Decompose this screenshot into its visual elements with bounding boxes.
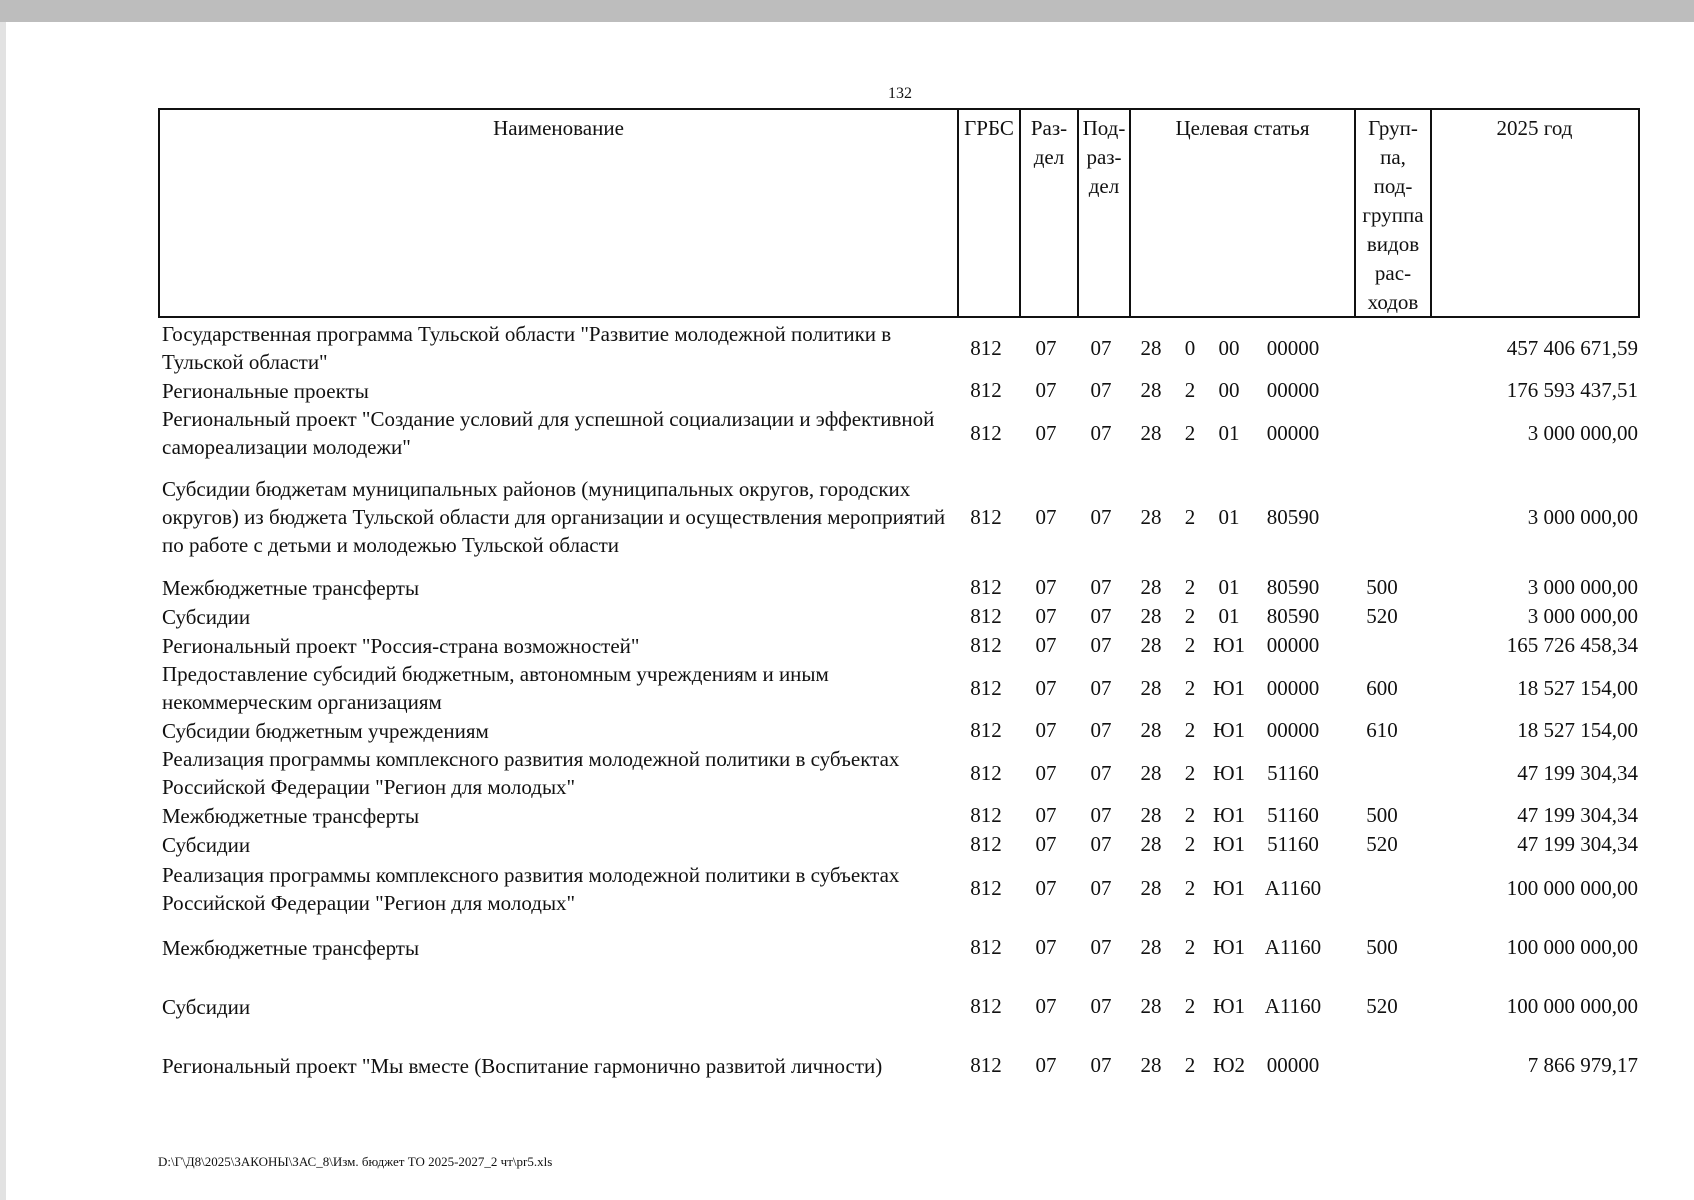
row-target-program: 28 [1140, 335, 1162, 360]
header-year-2025: 2025 год [1430, 110, 1637, 316]
page-number: 132 [888, 85, 912, 102]
row-target-direction: 00000 [1266, 633, 1320, 657]
row-target-type: 2 [1184, 876, 1196, 900]
row-grbs: 812 [970, 335, 1002, 360]
row-grbs: 812 [970, 504, 1002, 529]
row-target-structure: Ю1 [1212, 760, 1246, 785]
row-podrazdel: 07 [1090, 420, 1112, 445]
row-target-program: 28 [1140, 420, 1162, 445]
row-name: Реализация программы комплексного развития молодежной политики в субъектах Российской Федерации "Регион для молодых" [162, 747, 900, 799]
row-podrazdel: 07 [1090, 504, 1112, 529]
row-grbs: 812 [970, 935, 1002, 959]
row-target-structure: 01 [1218, 575, 1240, 599]
row-target-structure: Ю1 [1212, 718, 1246, 742]
row-target-direction: 80590 [1266, 504, 1320, 529]
row-target-structure: 00 [1218, 335, 1240, 360]
row-target-type: 2 [1184, 832, 1196, 856]
row-grbs: 812 [970, 832, 1002, 856]
table-row [158, 461, 1640, 573]
row-expense-group: 500 [1366, 803, 1398, 827]
table-row [158, 977, 1640, 1036]
row-expense-group [1352, 745, 1412, 801]
row-razdel: 07 [1035, 1053, 1057, 1077]
row-target-program: 28 [1140, 378, 1162, 402]
row-grbs: 812 [970, 633, 1002, 657]
row-razdel: 07 [1035, 718, 1057, 742]
table-row [158, 320, 1640, 376]
row-expense-group: 500 [1366, 575, 1398, 599]
row-target-type: 2 [1184, 994, 1196, 1018]
row-podrazdel: 07 [1090, 994, 1112, 1018]
row-grbs: 812 [970, 420, 1002, 445]
row-target-type: 2 [1184, 803, 1196, 827]
row-grbs: 812 [970, 675, 1002, 700]
row-target-direction: 00000 [1266, 420, 1320, 445]
row-name: Региональный проект "Мы вместе (Воспитание гармонично развитой личности) [162, 1053, 883, 1078]
row-grbs: 812 [970, 876, 1002, 900]
header-expense-group: Груп- па, под- группа видов рас- ходов [1354, 110, 1430, 316]
row-grbs: 812 [970, 760, 1002, 785]
row-target-structure: Ю1 [1212, 994, 1246, 1018]
row-name: Субсидии [162, 994, 251, 1019]
row-podrazdel: 07 [1090, 935, 1112, 959]
table-header [158, 108, 1640, 318]
row-razdel: 07 [1035, 378, 1057, 402]
row-expense-group [1352, 405, 1412, 461]
row-expense-group: 500 [1366, 935, 1398, 959]
row-target-type: 2 [1184, 718, 1196, 742]
row-razdel: 07 [1035, 633, 1057, 657]
row-grbs: 812 [970, 575, 1002, 599]
row-target-program: 28 [1140, 760, 1162, 785]
row-amount: 3 000 000,00 [1527, 575, 1638, 599]
row-grbs: 812 [970, 1053, 1002, 1077]
row-target-program: 28 [1140, 1053, 1162, 1077]
row-expense-group: 520 [1366, 994, 1398, 1018]
row-target-type: 0 [1184, 335, 1196, 360]
row-target-program: 28 [1140, 803, 1162, 827]
row-podrazdel: 07 [1090, 803, 1112, 827]
row-expense-group [1352, 461, 1412, 573]
row-razdel: 07 [1035, 803, 1057, 827]
row-grbs: 812 [970, 994, 1002, 1018]
row-target-program: 28 [1140, 832, 1162, 856]
row-target-structure: Ю1 [1212, 633, 1246, 657]
row-podrazdel: 07 [1090, 876, 1112, 900]
row-podrazdel: 07 [1090, 633, 1112, 657]
table-row [158, 405, 1640, 461]
row-podrazdel: 07 [1090, 718, 1112, 742]
table-row [158, 745, 1640, 801]
row-target-program: 28 [1140, 876, 1162, 900]
scan-border-top [0, 0, 1694, 22]
row-podrazdel: 07 [1090, 604, 1112, 628]
row-amount: 18 527 154,00 [1517, 675, 1638, 700]
row-target-direction: 51160 [1267, 760, 1319, 785]
row-expense-group: 520 [1366, 832, 1398, 856]
row-razdel: 07 [1035, 994, 1057, 1018]
row-target-direction: 00000 [1266, 675, 1320, 700]
table-row [158, 602, 1640, 631]
row-amount: 47 199 304,34 [1517, 832, 1638, 856]
header-name: Наименование [493, 116, 624, 140]
row-target-direction: А1160 [1264, 994, 1322, 1018]
row-target-program: 28 [1140, 575, 1162, 599]
header-razdel: Раз- дел [1019, 110, 1077, 316]
row-podrazdel: 07 [1090, 675, 1112, 700]
row-expense-group [1352, 320, 1412, 376]
table-body [158, 320, 1640, 1095]
row-podrazdel: 07 [1090, 760, 1112, 785]
row-razdel: 07 [1035, 604, 1057, 628]
row-amount: 100 000 000,00 [1506, 994, 1638, 1018]
row-grbs: 812 [970, 604, 1002, 628]
row-target-direction: 51160 [1267, 832, 1319, 856]
row-expense-group: 610 [1366, 718, 1398, 742]
row-razdel: 07 [1035, 876, 1057, 900]
row-target-structure: Ю1 [1212, 803, 1246, 827]
row-amount: 176 593 437,51 [1506, 378, 1638, 402]
row-amount: 3 000 000,00 [1527, 420, 1638, 445]
table-row [158, 573, 1640, 602]
row-grbs: 812 [970, 803, 1002, 827]
row-target-direction: А1160 [1264, 935, 1322, 959]
row-expense-group: 600 [1366, 675, 1398, 700]
table-row [158, 859, 1640, 918]
row-podrazdel: 07 [1090, 1053, 1112, 1077]
row-expense-group: 520 [1366, 604, 1398, 628]
row-target-type: 2 [1184, 633, 1196, 657]
row-target-structure: Ю1 [1212, 675, 1246, 700]
header-target-article: Целевая статья [1129, 110, 1354, 316]
row-target-type: 2 [1184, 575, 1196, 599]
row-razdel: 07 [1035, 832, 1057, 856]
row-name: Межбюджетные трансферты [162, 575, 420, 600]
row-grbs: 812 [970, 378, 1002, 402]
row-target-structure: Ю1 [1212, 832, 1246, 856]
header-grbs: ГРБС [957, 110, 1019, 316]
row-target-direction: 51160 [1267, 803, 1319, 827]
row-name: Субсидии [162, 832, 251, 857]
row-target-structure: 00 [1218, 378, 1240, 402]
table-row [158, 376, 1640, 405]
row-name: Реализация программы комплексного развития молодежной политики в субъектах Российской Федерации "Регион для молодых" [162, 862, 900, 915]
row-name: Региональные проекты [162, 378, 369, 403]
row-razdel: 07 [1035, 935, 1057, 959]
row-target-structure: 01 [1218, 420, 1240, 445]
row-name: Межбюджетные трансферты [162, 803, 420, 828]
row-razdel: 07 [1035, 575, 1057, 599]
row-target-direction: А1160 [1264, 876, 1322, 900]
row-target-direction: 80590 [1266, 575, 1320, 599]
row-name: Межбюджетные трансферты [162, 935, 420, 960]
row-amount: 165 726 458,34 [1506, 633, 1638, 657]
row-target-type: 2 [1184, 420, 1196, 445]
scan-border-left [0, 22, 6, 1200]
row-grbs: 812 [970, 718, 1002, 742]
row-amount: 100 000 000,00 [1506, 935, 1638, 959]
table-row [158, 830, 1640, 859]
row-name: Субсидии бюджетным учреждениям [162, 718, 489, 743]
row-target-program: 28 [1140, 504, 1162, 529]
row-name: Субсидии бюджетам муниципальных районов (муниципальных округов, городских округов) из бюджета Тульской области для организации и осуществления мероприятий по работе с детьми и молодежью Тульской области [162, 477, 946, 557]
row-razdel: 07 [1035, 420, 1057, 445]
row-amount: 7 866 979,17 [1527, 1053, 1638, 1077]
row-target-program: 28 [1140, 994, 1162, 1018]
row-target-program: 28 [1140, 675, 1162, 700]
file-path-footer: D:\Г\Д8\2025\ЗАКОНЫ\ЗАС_8\Изм. бюджет ТО 2025-2027_2 чт\pr5.xls [158, 1154, 553, 1169]
row-razdel: 07 [1035, 675, 1057, 700]
table-row [158, 918, 1640, 977]
row-target-type: 2 [1184, 675, 1196, 700]
row-name: Предоставление субсидий бюджетным, автономным учреждениям и иным некоммерческим организациям [162, 662, 829, 714]
row-target-direction: 00000 [1266, 335, 1320, 360]
row-target-type: 2 [1184, 760, 1196, 785]
row-target-program: 28 [1140, 604, 1162, 628]
row-amount: 3 000 000,00 [1527, 604, 1638, 628]
row-target-program: 28 [1140, 935, 1162, 959]
row-expense-group [1352, 631, 1412, 660]
row-amount: 457 406 671,59 [1506, 335, 1638, 360]
table-row [158, 801, 1640, 830]
row-podrazdel: 07 [1090, 832, 1112, 856]
row-target-structure: 01 [1218, 504, 1240, 529]
row-amount: 47 199 304,34 [1517, 760, 1638, 785]
row-target-structure: Ю1 [1212, 935, 1246, 959]
row-target-structure: Ю1 [1212, 876, 1246, 900]
row-amount: 18 527 154,00 [1517, 718, 1638, 742]
row-podrazdel: 07 [1090, 378, 1112, 402]
row-amount: 100 000 000,00 [1506, 876, 1638, 900]
row-amount: 3 000 000,00 [1527, 504, 1638, 529]
row-razdel: 07 [1035, 760, 1057, 785]
table-row [158, 716, 1640, 745]
row-name: Субсидии [162, 604, 251, 629]
row-expense-group [1352, 859, 1412, 918]
row-target-program: 28 [1140, 633, 1162, 657]
row-target-type: 2 [1184, 604, 1196, 628]
row-name: Региональный проект "Россия-страна возможностей" [162, 633, 640, 658]
row-target-type: 2 [1184, 504, 1196, 529]
table-row [158, 660, 1640, 716]
row-target-type: 2 [1184, 935, 1196, 959]
row-target-direction: 80590 [1266, 604, 1320, 628]
table-row [158, 631, 1640, 660]
table-row [158, 1036, 1640, 1095]
row-target-direction: 00000 [1266, 718, 1320, 742]
row-target-type: 2 [1184, 378, 1196, 402]
row-podrazdel: 07 [1090, 335, 1112, 360]
budget-table [158, 108, 1640, 1095]
row-amount: 47 199 304,34 [1517, 803, 1638, 827]
row-name: Региональный проект "Создание условий для успешной социализации и эффективной самореализации молодежи" [162, 407, 935, 459]
header-podrazdel: Под- раз- дел [1077, 110, 1129, 316]
row-target-structure: 01 [1218, 604, 1240, 628]
row-target-program: 28 [1140, 718, 1162, 742]
row-target-type: 2 [1184, 1053, 1196, 1077]
row-target-structure: Ю2 [1212, 1053, 1246, 1077]
row-razdel: 07 [1035, 335, 1057, 360]
row-podrazdel: 07 [1090, 575, 1112, 599]
row-target-direction: 00000 [1266, 1053, 1320, 1077]
row-target-direction: 00000 [1266, 378, 1320, 402]
row-expense-group [1352, 376, 1412, 405]
row-name: Государственная программа Тульской области "Развитие молодежной политики в Тульской области" [162, 322, 892, 374]
row-razdel: 07 [1035, 504, 1057, 529]
row-expense-group [1352, 1036, 1412, 1095]
